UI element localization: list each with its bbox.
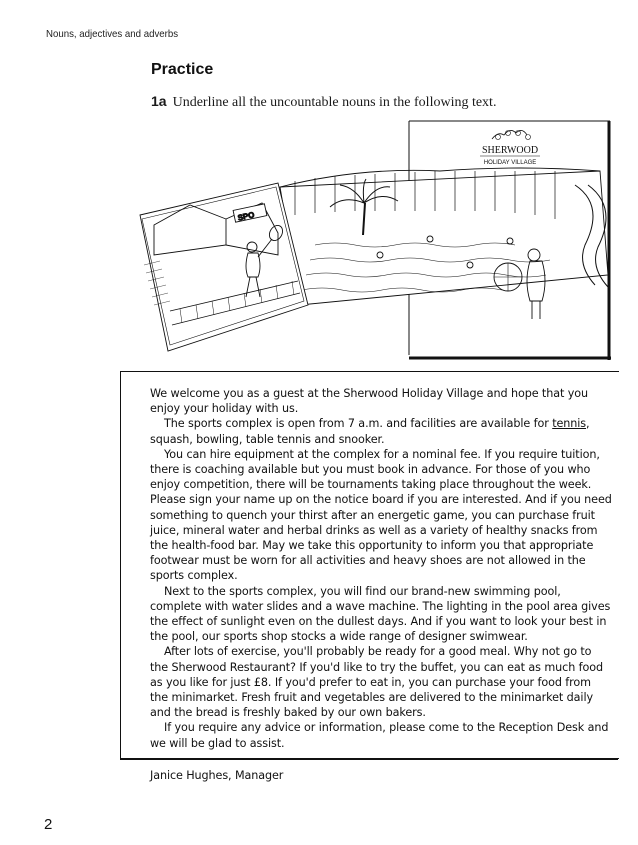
letter-paragraph-3: You can hire equipment at the complex for a nominal fee. If you require tuition, there is coaching available but you must book in advance. For those of you who enjoy competition, there will be tournaments taking place throughout the week. Please sign your name up on the notice board if you are interested. And if you need something to quench your thirst after an energetic game, you can purchase fruit juice, mineral water and herbal drinks as well as a variety of healthy snacks from the health-food bar. May we take this opportunity to inform you that appropriate footwear must be worn for all activities and heavy shoes are not allowed in the sports complex. [150,447,612,583]
section-title: Practice [151,61,214,78]
letter-paragraph-2-start: The sports complex is open from 7 a.m. and facilities are available for [164,417,553,431]
logo-name: SHERWOOD [481,145,539,156]
tennis-scene [140,183,308,351]
letter-paragraph-2-end: , squash, bowling, table tennis and snooker. [150,417,590,446]
exercise-instruction [151,93,496,111]
exercise-number: 1a [151,93,167,109]
letter-paragraph-4: Next to the sports complex, you will find our brand-new swimming pool, complete with water slides and a wave machine. The lighting in the pool area gives the effect of sunlight even on the dullest days. And if you want to look your best in the pool, our sports shop stocks a wide range of designer swimwear. [150,584,611,644]
pool-scene [280,168,608,319]
letter-signature: Janice Hughes, Manager [150,768,284,782]
sports-sign: SPO [236,210,256,223]
holiday-village-illustration [130,115,614,365]
running-head: Nouns, adjectives and adverbs [46,28,179,40]
logo-subtitle: HOLIDAY VILLAGE [483,160,537,166]
letter-paragraph-1: We welcome you as a guest at the Sherwood Holiday Village and hope that you enjoy your holiday with us. [150,387,588,416]
letter-paragraph-2 [150,416,612,446]
welcome-letter [150,386,612,783]
letter-paragraph-5: After lots of exercise, you'll probably be ready for a good meal. Why not go to the Sherwood Restaurant? If you'd like to try the buffet, you can eat as much food as you like for just £8. If you'd prefer to eat in, you can purchase your food from the minimarket. Fresh fruit and vegetables are delivered to the minimarket daily and the bread is freshly baked by our own bakers. [150,645,603,720]
underlined-example-word: tennis [552,417,587,431]
page-number: 2 [44,816,53,833]
sherwood-logo [480,130,540,166]
exercise-text: Underline all the uncountable nouns in the following text. [172,95,497,110]
letter-paragraph-6: If you require any advice or information, please come to the Reception Desk and we will be glad to assist. [150,721,609,750]
